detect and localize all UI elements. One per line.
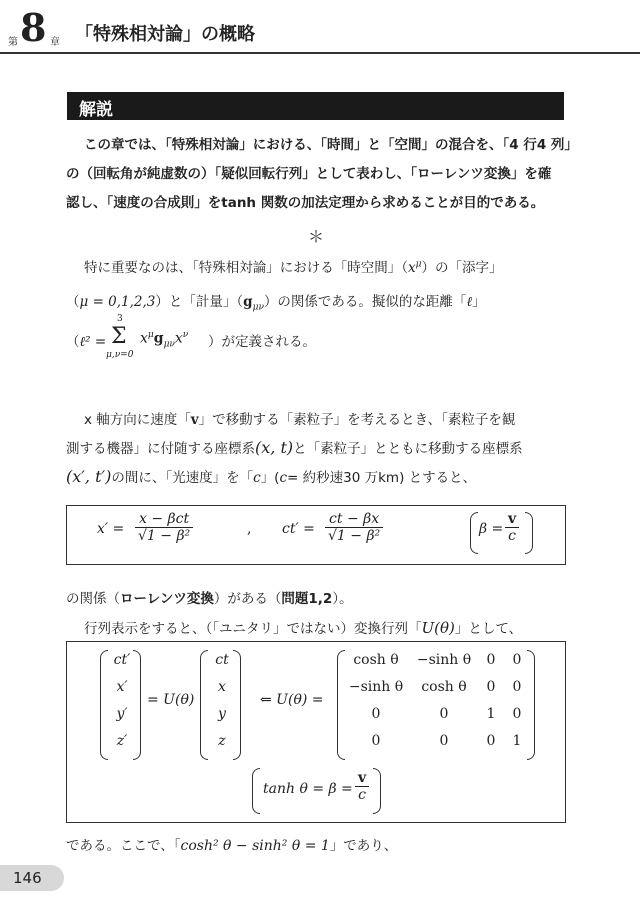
vec-primed-2: y′ — [116, 706, 128, 722]
matrix-r1-c3: 0 — [512, 679, 522, 695]
eq-comma: , — [247, 521, 252, 537]
matrix-intro-line: 行列表示をすると、（「ユニタリ」ではない）変換行列「U(θ)」として、 — [84, 619, 523, 637]
tanh-paren-right — [373, 768, 381, 814]
identity-line: である。ここで、「cosh² θ − sinh² θ = 1」であり、 — [66, 838, 398, 854]
vec-3: z — [218, 733, 226, 749]
sum-lower-limit: μ,ν=0 — [106, 350, 134, 360]
metric-line-3-tail: ）が定義される。 — [208, 334, 316, 350]
eq1-lhs: x′ = — [97, 521, 125, 537]
x-mu: $x^\mu$ — [408, 259, 422, 276]
matrix-r0-c0: cosh θ — [353, 652, 399, 668]
beta-lhs: β = — [479, 521, 504, 537]
vec-0: ct — [215, 652, 229, 668]
chapter-header — [0, 0, 640, 54]
metric-line-3: （ℓ² = — [66, 334, 107, 350]
coord-xt: (x, t) — [255, 438, 294, 457]
matrix-r0-c3: 0 — [512, 652, 522, 668]
U-theta-inline: U(θ) — [421, 619, 455, 637]
vec-primed-paren-right — [133, 650, 141, 760]
tanh-lhs: tanh θ = β = — [263, 781, 353, 797]
separator-asterisk: ＊ — [308, 227, 325, 246]
tanh-paren-left — [252, 768, 260, 814]
intro-line-1: この章では、「特殊相対論」における、「時間」と「空間」の混合を、「4 行4 列」 — [84, 137, 578, 153]
eq2-fraction: $\frac{ct - \beta x}{\text{√1 − β²}}$ — [325, 511, 383, 544]
vec-paren-right — [233, 650, 241, 760]
metric-line-2: （μ = 0,1,2,3）と「計量」$(g_{\mu\nu})$の関係である。擬似的な距離「ℓ」 — [66, 294, 486, 313]
matrix-r0-c1: −sinh θ — [416, 652, 472, 668]
chapter-prefix: 第 — [8, 37, 18, 48]
matrix-r3-c0: 0 — [371, 733, 381, 749]
mu-range: μ = 0,1,2,3 — [79, 294, 156, 310]
beta-paren-left — [470, 512, 478, 554]
frame-line-1: x 軸方向に速度「v」で移動する「素粒子」を考えるとき、「素粒子を観 — [84, 412, 516, 428]
matrix-r3-c2: 0 — [486, 733, 496, 749]
chapter-title: 「特殊相対論」の概略 — [75, 24, 255, 45]
matrix-r2-c0: 0 — [371, 706, 381, 722]
sum-body: $x^\mu g_{\mu\nu}x^\nu$ — [140, 330, 189, 350]
metric-g: $g_{\mu\nu}$ — [243, 294, 264, 313]
eq2-lhs: ct′ = — [282, 521, 315, 537]
matrix-r2-c1: 0 — [439, 706, 449, 722]
matrix-r3-c3: 1 — [512, 733, 522, 749]
matrix-paren-right — [527, 650, 535, 760]
eq1-fraction: $\frac{\text{x − βct}}{\text{√1 − β²}}$ — [135, 511, 193, 544]
relation-line: の関係（ローレンツ変換）がある（問題1,2）。 — [66, 591, 353, 607]
matrix-r1-c2: 0 — [486, 679, 496, 695]
chapter-suffix: 章 — [50, 37, 60, 48]
section-heading: 解説 — [79, 100, 113, 120]
section-heading-bar — [67, 92, 564, 120]
beta-fraction: $\frac{v}{c}$ — [505, 511, 519, 544]
coord-primed: (x′, t′) — [66, 467, 112, 486]
tanh-fraction: $\frac{v}{c}$ — [355, 770, 369, 803]
vec-primed-0: ct′ — [113, 652, 131, 668]
vec-primed-1: x′ — [116, 679, 128, 695]
metric-line-1 — [84, 256, 502, 276]
metric-line-1-a: 特に重要なのは、「特殊相対論」における「時空間」（ — [84, 260, 408, 276]
vec-2: y — [218, 706, 226, 722]
hyperbolic-identity: cosh² θ − sinh² θ = 1 — [180, 838, 330, 854]
matrix-r1-c0: −sinh θ — [348, 679, 404, 695]
intro-line-2: の（回転角が純虚数の）「疑似回転行列」として表わし、「ローレンツ変換」を確 — [66, 166, 552, 182]
matrix-r2-c3: 0 — [512, 706, 522, 722]
vec-primed-3: z′ — [116, 733, 128, 749]
ell-symbol: ℓ — [466, 294, 473, 310]
sum-upper-limit: 3 — [117, 314, 123, 324]
eq-U-theta: = U(θ) — [147, 692, 195, 708]
intro-line-3: 認し、「速度の合成則」をtanh 関数の加法定理から求めることが目的である。 — [66, 195, 545, 211]
lorentz-equation-box — [66, 505, 566, 565]
page-number: 146 — [13, 869, 42, 887]
matrix-r1-c1: cosh θ — [421, 679, 467, 695]
frame-line-3: (x′, t′)の間に、「光速度」を「c」(c= 約秒速30 万km) とすると、 — [66, 467, 477, 486]
sum-symbol: Σ — [111, 324, 127, 349]
matrix-r0-c2: 0 — [486, 652, 496, 668]
matrix-equation-box — [66, 641, 566, 823]
beta-paren-right — [525, 512, 533, 554]
page-number-tab — [0, 865, 64, 891]
ell-squared: ℓ² = — [79, 334, 107, 350]
matrix-r3-c1: 0 — [439, 733, 449, 749]
matrix-r2-c2: 1 — [486, 706, 496, 722]
vec-1: x — [218, 679, 226, 695]
frame-line-2: 測する機器」に付随する座標系(x, t)と「素粒子」とともに移動する座標系 — [66, 438, 523, 457]
arrow-U-theta: ⇐ U(θ) = — [260, 692, 324, 708]
velocity-v: v — [190, 412, 199, 428]
chapter-number: 8 — [20, 5, 47, 50]
metric-line-1-b: ）の「添字」 — [421, 260, 503, 276]
